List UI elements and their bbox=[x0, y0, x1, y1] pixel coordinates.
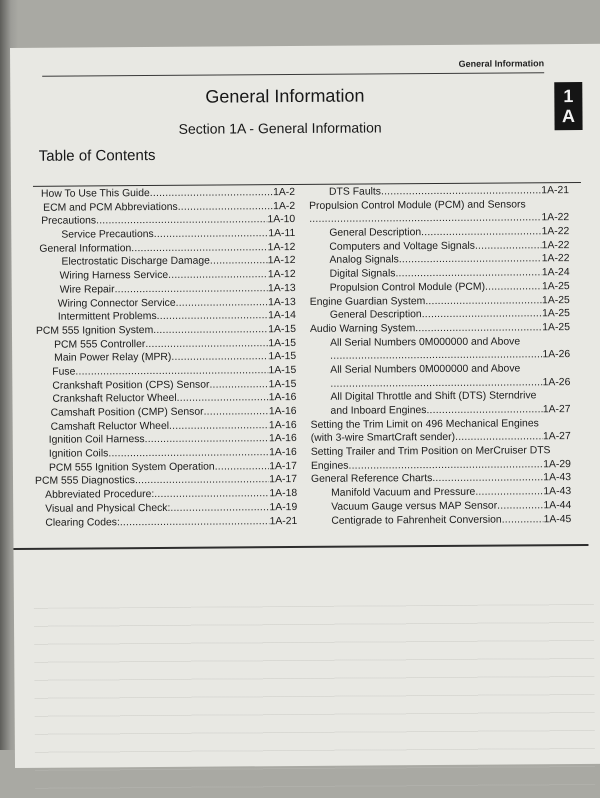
toc-entry-title: Wiring Connector Service bbox=[58, 296, 176, 311]
toc-entry-text: All Digital Throttle and Shift (DTS) Sterndrive bbox=[300, 389, 570, 405]
toc-dot-leader bbox=[425, 294, 542, 309]
toc-page-number: 1A-26 bbox=[543, 376, 571, 390]
toc-page-number: 1A-27 bbox=[543, 403, 571, 417]
toc-entry-text: Setting Trailer and Trim Position on MerCruiser DTS bbox=[301, 444, 571, 460]
toc-entry-title: PCM 555 Ignition System bbox=[36, 324, 153, 339]
toc-page-number: 1A-16 bbox=[269, 432, 297, 446]
toc-page-number: 1A-22 bbox=[542, 253, 570, 267]
toc-entry-text: Setting the Trim Limit on 496 Mechanical Engines bbox=[301, 417, 571, 433]
toc-page-number: 1A-16 bbox=[269, 391, 297, 405]
toc-entry-text: Propulsion Control Module (PCM) and Sensors bbox=[299, 198, 569, 214]
toc-dot-leader bbox=[475, 485, 543, 499]
toc-right-column bbox=[299, 184, 571, 528]
toc-dot-leader bbox=[135, 474, 269, 489]
toc-entry bbox=[300, 321, 570, 337]
toc-dot-leader bbox=[178, 200, 274, 214]
toc-dot-leader bbox=[153, 323, 268, 337]
toc-dot-leader bbox=[485, 280, 542, 294]
toc-dot-leader bbox=[210, 255, 268, 269]
toc-entry-title: Camshaft Position (CMP) Sensor bbox=[51, 406, 204, 421]
toc-dot-leader bbox=[170, 501, 269, 515]
toc-dot-leader bbox=[215, 460, 270, 474]
toc-page-number: 1A-25 bbox=[542, 294, 570, 308]
toc-entry-title: Analog Signals bbox=[329, 254, 398, 268]
toc-dot-leader bbox=[209, 378, 268, 392]
toc-dot-leader bbox=[145, 337, 268, 352]
toc-entry bbox=[301, 513, 571, 529]
bleed-through bbox=[34, 604, 595, 798]
toc-page-number: 1A-22 bbox=[541, 211, 569, 225]
toc-dot-leader bbox=[475, 239, 542, 253]
toc-page-number: 1A-17 bbox=[269, 473, 297, 487]
toc-dot-leader bbox=[421, 225, 542, 240]
toc-dot-leader bbox=[330, 376, 542, 391]
toc-page-number: 1A-24 bbox=[542, 266, 570, 280]
toc-dot-leader bbox=[154, 227, 269, 241]
toc-entry-title: Digital Signals bbox=[330, 267, 396, 281]
toc-page-number: 1A-15 bbox=[268, 364, 296, 378]
toc-page-number: 1A-26 bbox=[542, 348, 570, 362]
toc-entry-title: Intermittent Problems bbox=[58, 310, 157, 324]
toc-entry-title: Abbreviated Procedure: bbox=[45, 488, 154, 502]
toc-entry bbox=[299, 184, 569, 200]
toc-entry-title: Manifold Vacuum and Pressure bbox=[331, 486, 475, 501]
toc-entry-title: (with 3-wire SmartCraft sender) bbox=[311, 431, 455, 446]
toc-page-number: 1A-17 bbox=[269, 460, 297, 474]
toc-page-number: 1A-19 bbox=[269, 501, 297, 515]
toc-dot-leader bbox=[120, 515, 270, 530]
toc-dot-leader bbox=[169, 419, 269, 433]
toc-dot-leader bbox=[497, 499, 543, 513]
toc-entry-title: Computers and Voltage Signals bbox=[329, 240, 475, 255]
toc-dot-leader bbox=[426, 403, 542, 417]
toc-entry-text: All Serial Numbers 0M000000 and Above bbox=[300, 362, 570, 378]
toc-entry-title: Ignition Coil Harness bbox=[49, 433, 145, 447]
toc-page-number: 1A-25 bbox=[542, 321, 570, 335]
toc-page-number: 1A-13 bbox=[268, 296, 296, 310]
toc-entry-title: General Information bbox=[39, 242, 131, 256]
toc-entry-text: All Serial Numbers 0M000000 and Above bbox=[300, 335, 570, 351]
toc-page-number: 1A-43 bbox=[543, 485, 571, 499]
toc-dot-leader bbox=[415, 321, 542, 336]
toc-left-column bbox=[33, 186, 297, 530]
toc-page-number: 1A-16 bbox=[269, 446, 297, 460]
toc-dot-leader bbox=[399, 253, 542, 268]
toc-entry-title: PCM 555 Controller bbox=[54, 338, 145, 352]
page-title: General Information bbox=[205, 86, 364, 108]
toc-entry bbox=[300, 403, 570, 419]
toc-page-number: 1A-25 bbox=[542, 280, 570, 294]
header-rule bbox=[42, 72, 544, 77]
toc-dot-leader bbox=[176, 296, 269, 310]
toc-entry-title: Visual and Physical Check: bbox=[45, 502, 170, 517]
toc-dot-leader bbox=[115, 282, 268, 297]
toc-entry-title: General Description bbox=[329, 226, 421, 240]
toc-page-number: 1A-12 bbox=[268, 268, 296, 282]
toc-page-number: 1A-22 bbox=[542, 225, 570, 239]
toc-entry bbox=[300, 348, 570, 364]
toc-heading: Table of Contents bbox=[39, 147, 156, 165]
toc-page-number: 1A-10 bbox=[267, 213, 295, 227]
toc-page-number: 1A-16 bbox=[269, 405, 297, 419]
toc-dot-leader bbox=[348, 458, 543, 473]
toc-page-number: 1A-14 bbox=[268, 309, 296, 323]
toc-entry-title: Fuse bbox=[52, 365, 75, 379]
toc-dot-leader bbox=[330, 349, 542, 364]
toc-entry-title: Wire Repair bbox=[60, 283, 115, 297]
toc-page-number: 1A-15 bbox=[268, 323, 296, 337]
toc-page-number: 1A-15 bbox=[268, 350, 296, 364]
running-header: General Information bbox=[459, 58, 545, 69]
toc-page-number: 1A-29 bbox=[543, 458, 571, 472]
toc-page-number: 1A-21 bbox=[270, 515, 298, 529]
toc-dot-leader bbox=[154, 487, 269, 501]
toc-page-number: 1A-15 bbox=[268, 337, 296, 351]
toc-dot-leader bbox=[108, 446, 269, 461]
toc-dot-leader bbox=[75, 364, 268, 379]
toc-dot-leader bbox=[171, 350, 268, 364]
toc-entry-title: Propulsion Control Module (PCM) bbox=[330, 281, 485, 296]
toc-dot-leader bbox=[96, 214, 267, 229]
toc-entry-title: Engine Guardian System bbox=[310, 295, 426, 309]
toc-dot-leader bbox=[145, 433, 269, 448]
toc-page-number: 1A-15 bbox=[269, 378, 297, 392]
toc-entry-title: Engines bbox=[311, 459, 349, 473]
manual-page bbox=[10, 44, 600, 768]
toc-bottom-rule bbox=[13, 544, 588, 550]
toc-dot-leader bbox=[422, 307, 543, 322]
toc-entry-title: Centigrade to Fahrenheit Conversion bbox=[331, 513, 501, 528]
toc-entry-title: Clearing Codes: bbox=[45, 516, 120, 530]
toc-entry-title: Audio Warning System bbox=[310, 322, 415, 336]
toc-entry-title: Crankshaft Position (CPS) Sensor bbox=[52, 378, 209, 393]
toc-entry-title: Camshaft Reluctor Wheel bbox=[51, 420, 169, 435]
toc-entry-title: Crankshaft Reluctor Wheel bbox=[52, 392, 176, 407]
toc-dot-leader bbox=[395, 266, 542, 281]
toc-entry-title: Vacuum Gauge versus MAP Sensor bbox=[331, 499, 497, 514]
toc-entry-title: Service Precautions bbox=[61, 228, 153, 242]
toc-dot-leader bbox=[502, 513, 544, 527]
toc-dot-leader bbox=[150, 186, 273, 201]
section-tab-number: 1 bbox=[563, 86, 573, 106]
toc-entry-title: DTS Faults bbox=[329, 185, 381, 199]
section-tab-letter: A bbox=[562, 106, 575, 126]
toc-entry-title: Wiring Harness Service bbox=[60, 269, 169, 283]
toc-page-number: 1A-25 bbox=[542, 307, 570, 321]
toc-page-number: 1A-12 bbox=[268, 254, 296, 268]
toc-entry-title: Precautions bbox=[41, 215, 96, 229]
toc-page-number: 1A-18 bbox=[269, 487, 297, 501]
toc-page-number: 1A-11 bbox=[268, 227, 295, 241]
toc-page-number: 1A-27 bbox=[543, 430, 571, 444]
toc-entry-title: PCM 555 Ignition System Operation bbox=[49, 460, 215, 475]
toc-entry-title: General Description bbox=[330, 308, 422, 322]
toc-page-number: 1A-22 bbox=[542, 239, 570, 253]
toc-page-number: 1A-16 bbox=[269, 419, 297, 433]
toc-page-number: 1A-43 bbox=[543, 472, 571, 486]
toc-dot-leader bbox=[432, 472, 543, 486]
toc-entry-title: ECM and PCM Abbreviations bbox=[43, 201, 178, 216]
toc-dot-leader bbox=[177, 392, 269, 406]
toc-dot-leader bbox=[168, 268, 268, 282]
toc-entry bbox=[35, 515, 297, 531]
toc-page-number: 1A-45 bbox=[544, 513, 572, 527]
toc-entry-title: PCM 555 Diagnostics bbox=[35, 475, 135, 489]
toc-entry-title: Electrostatic Discharge Damage bbox=[61, 255, 210, 270]
toc-dot-leader bbox=[131, 241, 268, 256]
toc-dot-leader bbox=[204, 405, 269, 419]
toc-entry-title: General Reference Charts bbox=[311, 472, 432, 487]
section-tab bbox=[554, 82, 582, 130]
toc-dot-leader bbox=[381, 184, 541, 199]
toc-page-number: 1A-21 bbox=[541, 184, 569, 198]
section-subtitle: Section 1A - General Information bbox=[179, 119, 382, 136]
toc-page-number: 1A-2 bbox=[273, 200, 295, 214]
toc-page-number: 1A-12 bbox=[268, 241, 296, 255]
toc-page-number: 1A-44 bbox=[543, 499, 571, 513]
toc-entry-title: Main Power Relay (MPR) bbox=[54, 351, 171, 366]
toc-entry-title: How To Use This Guide bbox=[41, 187, 150, 201]
toc-entry-title: and Inboard Engines bbox=[330, 404, 426, 418]
toc-dot-leader bbox=[455, 431, 543, 445]
toc-dot-leader bbox=[157, 309, 269, 323]
toc-page-number: 1A-13 bbox=[268, 282, 296, 296]
toc-entry-title: Ignition Coils bbox=[49, 447, 109, 461]
toc-page-number: 1A-2 bbox=[273, 186, 295, 200]
